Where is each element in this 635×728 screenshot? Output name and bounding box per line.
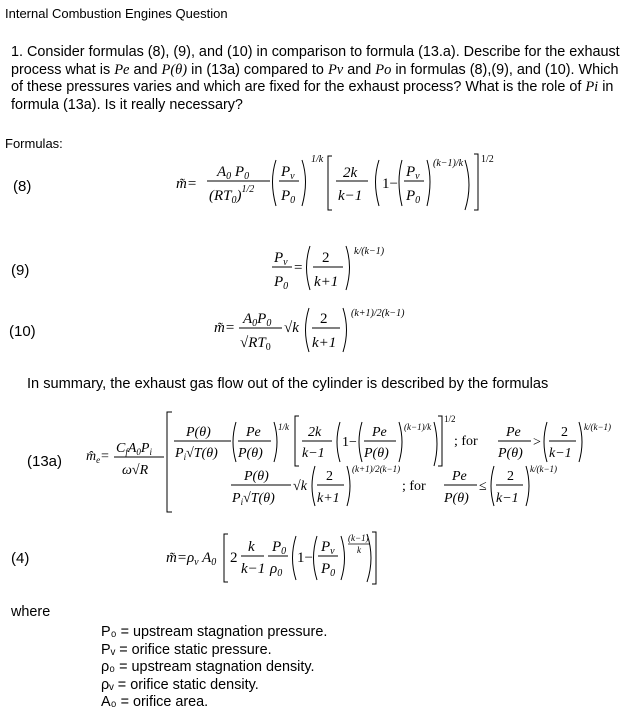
svg-text:1/2: 1/2 [444, 414, 456, 424]
svg-text:Pe: Pe [452, 469, 467, 484]
question-part-1: 1. Consider formulas (8), (9), and (10) in comparison to formula (13.a). Describe for the exhaust process what is [11, 44, 620, 78]
svg-text:P(θ): P(θ) [444, 491, 469, 506]
definition-item: P₀ = upstream stagnation pressure. [101, 624, 328, 640]
equation-label-8: (8) [13, 178, 32, 195]
svg-text:P0: $P_0$ [406, 188, 421, 206]
svg-text:√RT0: $√RT_0$ [240, 335, 271, 353]
svg-text:P(θ): P(θ) [186, 425, 211, 440]
svg-text:CfA0Pi: $C_fA_0P_i$ [116, 441, 152, 457]
svg-text:2: 2 [507, 469, 514, 484]
question-part-6: in formula (13a). Is it really necessary? [11, 79, 614, 113]
equation-label-4: (4) [11, 550, 30, 567]
svg-text:k−1: k−1 [302, 446, 325, 461]
question-part-3: in (13a) compared to [191, 61, 324, 78]
svg-text:k: k [357, 545, 361, 555]
svg-text:P(θ): P(θ) [498, 446, 523, 461]
svg-text:(k+1)/2(k−1): (k+1)/2(k−1) [352, 464, 401, 474]
svg-text:2: 2 [561, 425, 568, 440]
summary-text: In summary, the exhaust gas flow out of the cylinder is described by the formulas [27, 376, 549, 392]
formulas-label: Formulas: [5, 136, 63, 151]
question-part-2: and [133, 61, 158, 78]
svg-text:m̂e=: $m̂_e=$ [86, 449, 110, 465]
svg-text:≤: ≤ [479, 479, 487, 494]
svg-text:m̃=: m̃= [176, 176, 197, 192]
svg-text:Pe: Pe [506, 425, 521, 440]
svg-text:1/k: 1/k [278, 422, 289, 432]
where-label: where [11, 604, 51, 620]
definitions-list [101, 624, 327, 712]
svg-text:; for: ; for [454, 434, 478, 449]
svg-text:k/(k−1): k/(k−1) [354, 246, 385, 257]
svg-text:2: 2 [322, 250, 330, 266]
definition-item: ρ₀ = upstream stagnation density. [101, 659, 315, 676]
symbol-pe: Pe [114, 61, 130, 78]
symbol-po: Po [375, 61, 392, 78]
question-text [11, 44, 631, 114]
svg-text:ρ0: $\rho_0$ [270, 561, 283, 579]
svg-text:2: 2 [230, 550, 238, 566]
svg-text:Pe: Pe [372, 425, 387, 440]
svg-text:Pi√T(θ): $P_i√T(\theta)$ [175, 446, 218, 462]
svg-text:(k+1)/2(k−1): (k+1)/2(k−1) [351, 308, 405, 319]
svg-text:1−: 1− [297, 550, 313, 566]
svg-text:P(θ): P(θ) [364, 446, 389, 461]
svg-text:√k: √k [293, 479, 307, 494]
definition-item: ρᵥ = orifice static density. [101, 676, 259, 693]
page-title: Internal Combustion Engines Question [5, 6, 228, 21]
svg-text:>: > [533, 435, 541, 450]
svg-text:A0 P0: $A_0$ $P_0$ [217, 164, 250, 182]
svg-text:1−: 1− [382, 176, 398, 192]
svg-text:; for: ; for [402, 479, 426, 494]
equation-label-13a: (13a) [27, 453, 63, 470]
svg-text:P(θ): P(θ) [238, 446, 263, 461]
formula-10-graphic [212, 300, 412, 356]
svg-text:k−1: k−1 [496, 491, 519, 506]
symbol-pi: Pi [585, 79, 599, 95]
svg-text:m̃=ρv A0: $m̃=\rho_v$ $A_0$ [166, 550, 217, 568]
svg-text:P0: $P_0$ [274, 274, 289, 292]
svg-text:1/k: 1/k [311, 154, 324, 165]
svg-text:m̃=: m̃= [214, 320, 235, 336]
svg-text:P(θ): P(θ) [244, 469, 269, 484]
symbol-pv: Pv [327, 61, 344, 78]
svg-text:√k: √k [284, 320, 299, 336]
svg-text:(k−1)/k: (k−1)/k [404, 422, 432, 432]
svg-text:A0P0: $A_0P_0$ [243, 311, 272, 329]
svg-text:Pv: $P_v$ [406, 164, 420, 182]
svg-text:2k: 2k [343, 165, 358, 181]
svg-text:Pv: $P_v$ [321, 539, 335, 557]
svg-text:k+1: k+1 [317, 491, 340, 506]
symbol-ptheta: P(θ) [161, 61, 188, 78]
formula-13a-graphic [86, 408, 621, 516]
question-part-4: and [347, 61, 372, 78]
svg-text:1/2: 1/2 [481, 154, 494, 165]
definition-item: A₀ = orifice area. [101, 694, 209, 711]
svg-text:Pi√T(θ): $P_i√T(\theta)$ [232, 491, 275, 507]
formula-4-graphic [164, 528, 384, 586]
svg-text:k−1: k−1 [549, 446, 572, 461]
equation-label-9: (9) [11, 262, 30, 279]
svg-text:(k−1)/k: (k−1)/k [433, 158, 464, 169]
svg-text:k/(k−1): k/(k−1) [584, 422, 612, 432]
svg-text:2: 2 [326, 469, 333, 484]
definition-item: Pᵥ = orifice static pressure. [101, 641, 272, 658]
svg-text:(RT0)1/2: $(RT_0)^{1/2}$ [209, 184, 255, 206]
formula-9-graphic [268, 240, 408, 296]
question-part-5: in formulas (8),(9), and (10). Which of these pressures varies and which are fixed for the exhaust process? What is the role of [11, 61, 619, 95]
svg-text:k/(k−1): k/(k−1) [530, 464, 558, 474]
svg-text:(k−1): (k−1) [348, 533, 369, 543]
equation-label-10: (10) [9, 323, 36, 340]
svg-text:Pv: $P_v$ [274, 250, 288, 268]
svg-text:Pe: Pe [246, 425, 261, 440]
svg-text:k−1: k−1 [241, 561, 266, 577]
svg-text:P0: $P_0$ [321, 561, 336, 579]
svg-text:ω√R: ω√R [122, 463, 149, 478]
svg-text:k: k [248, 539, 255, 555]
svg-text:Pv: $P_v$ [281, 164, 295, 182]
svg-text:1−: 1− [342, 435, 357, 450]
svg-text:P0: $P_0$ [281, 188, 296, 206]
svg-text:k+1: k+1 [314, 274, 339, 290]
svg-text:k−1: k−1 [338, 188, 363, 204]
svg-text:k+1: k+1 [312, 335, 337, 351]
formula-8-graphic [170, 148, 500, 216]
svg-text:=: = [294, 260, 303, 276]
svg-text:2: 2 [320, 311, 328, 327]
svg-text:P0: $P_0$ [272, 539, 287, 557]
svg-text:2k: 2k [308, 425, 322, 440]
